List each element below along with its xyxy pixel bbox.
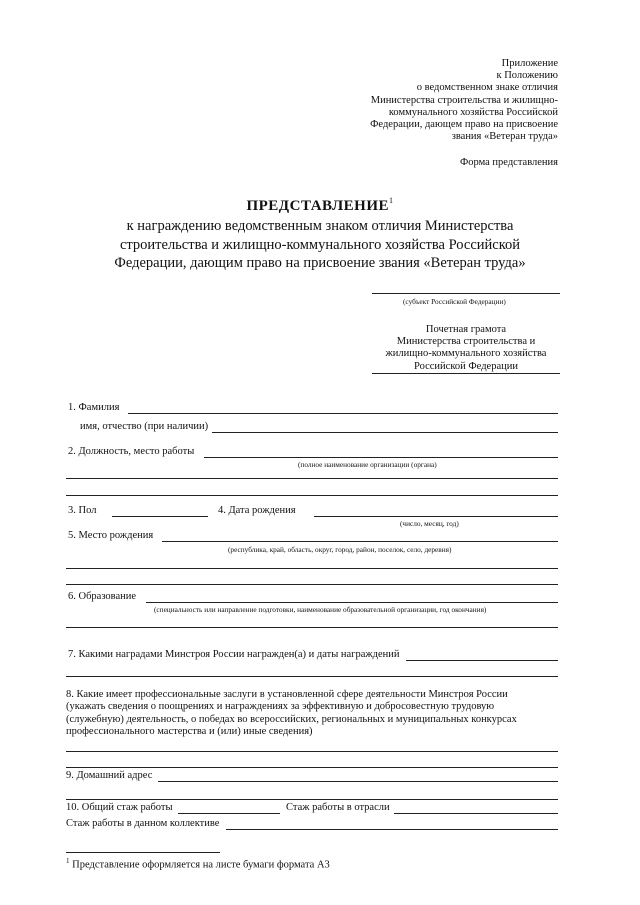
appendix-line: Федерации, дающем право на присвоение xyxy=(370,119,558,131)
industry-experience-field[interactable] xyxy=(394,813,558,814)
position-hint: (полное наименование организации (органа) xyxy=(298,460,437,469)
appendix-line: коммунального хозяйства Российской xyxy=(388,106,558,118)
education-label: 6. Образование xyxy=(68,591,137,602)
merits-line: (служебную) деятельность, о победах во всероссийских, региональных и муниципальных конкурсах xyxy=(66,713,517,725)
footnote-mark: 1 xyxy=(66,857,70,865)
merits-line: профессионального мастерства и (или) иные сведения) xyxy=(66,726,313,738)
award-line: Министерства строительства и xyxy=(396,336,536,348)
merits-paragraph xyxy=(66,689,560,739)
merits-line: 8. Какие имеет профессиональные заслуги в установленной сфере деятельности Минстроя России xyxy=(66,689,508,700)
appendix-line: звания «Ветеран труда» xyxy=(451,131,558,143)
birth-place-field-line-2[interactable] xyxy=(66,568,558,569)
award-line: жилищно-коммунального хозяйства xyxy=(385,348,547,360)
birth-place-field-line-3[interactable] xyxy=(66,584,558,585)
merits-field-line-1[interactable] xyxy=(66,751,558,752)
awards-field-line-2[interactable] xyxy=(66,676,558,677)
awards-label: 7. Какими наградами Минстроя России награжден(а) и даты награждений xyxy=(68,649,400,660)
subject-hint: (субъект Российской Федерации) xyxy=(403,297,506,306)
birth-place-field[interactable] xyxy=(162,541,558,542)
sex-field[interactable] xyxy=(112,516,208,517)
appendix-line: Приложение xyxy=(501,58,558,69)
footnote xyxy=(66,857,330,871)
form-label: Форма представления xyxy=(459,157,558,168)
surname-label: 1. Фамилия xyxy=(68,402,120,413)
birth-place-hint: (республика, край, область, округ, город, район, поселок, село, деревня) xyxy=(228,545,452,554)
position-field-line-3[interactable] xyxy=(66,495,558,496)
subtitle-line: строительства и жилищно-коммунального хозяйства Российской xyxy=(119,236,521,253)
name-label: имя, отчество (при наличии) xyxy=(80,421,209,432)
education-hint: (специальность или направление подготовки, наименование образовательной организации, год окончания) xyxy=(154,605,487,614)
total-experience-label: 10. Общий стаж работы xyxy=(66,802,173,813)
awards-field[interactable] xyxy=(406,660,558,661)
birth-date-hint: (число, месяц, год) xyxy=(400,519,459,528)
position-label: 2. Должность, место работы xyxy=(68,446,195,457)
award-line: Почетная грамота xyxy=(425,324,507,335)
subtitle-line: к награждению ведомственным знаком отличия Министерства xyxy=(126,218,514,234)
footnote-separator xyxy=(66,852,220,853)
education-field-line-2[interactable] xyxy=(66,627,558,628)
subtitle-line: Федерации, дающим право на присвоение звания «Ветеран труда» xyxy=(114,255,526,271)
merits-field-line-2[interactable] xyxy=(66,767,558,768)
home-address-field[interactable] xyxy=(158,781,558,782)
birth-place-label: 5. Место рождения xyxy=(68,530,154,541)
position-field[interactable] xyxy=(204,457,558,458)
surname-field[interactable] xyxy=(128,413,558,414)
appendix-line: Министерства строительства и жилищно- xyxy=(370,94,558,106)
home-address-field-line-2[interactable] xyxy=(66,799,558,800)
position-field-line-2[interactable] xyxy=(66,478,558,479)
industry-experience-label: Стаж работы в отрасли xyxy=(286,802,390,813)
education-field[interactable] xyxy=(146,602,558,603)
team-experience-field[interactable] xyxy=(226,829,558,830)
title-text: ПРЕДСТАВЛЕНИЕ xyxy=(246,198,390,214)
merits-line: (укажать сведения о поощрениях и награждениях за эффективную и добросовестную трудовую xyxy=(66,701,495,713)
footnote-text: Представление оформляется на листе бумаги формата А3 xyxy=(72,859,330,871)
home-address-label: 9. Домашний адрес xyxy=(66,770,153,781)
birth-date-label: 4. Дата рождения xyxy=(218,505,296,516)
title-footnote-mark: 1 xyxy=(389,196,394,205)
award-underline xyxy=(372,373,560,374)
appendix-line: о ведомственном знаке отличия xyxy=(416,82,558,94)
award-line: Российской Федерации xyxy=(414,360,518,372)
subject-field-line[interactable] xyxy=(372,293,560,294)
document-title xyxy=(0,198,640,215)
name-field[interactable] xyxy=(212,432,558,433)
team-experience-label: Стаж работы в данном коллективе xyxy=(66,818,220,829)
birth-date-field[interactable] xyxy=(314,516,558,517)
total-experience-field[interactable] xyxy=(178,813,280,814)
appendix-block xyxy=(338,58,558,143)
sex-label: 3. Пол xyxy=(68,505,97,516)
appendix-line: к Положению xyxy=(496,70,558,82)
award-name-block xyxy=(372,324,560,373)
document-subtitle xyxy=(80,217,560,273)
